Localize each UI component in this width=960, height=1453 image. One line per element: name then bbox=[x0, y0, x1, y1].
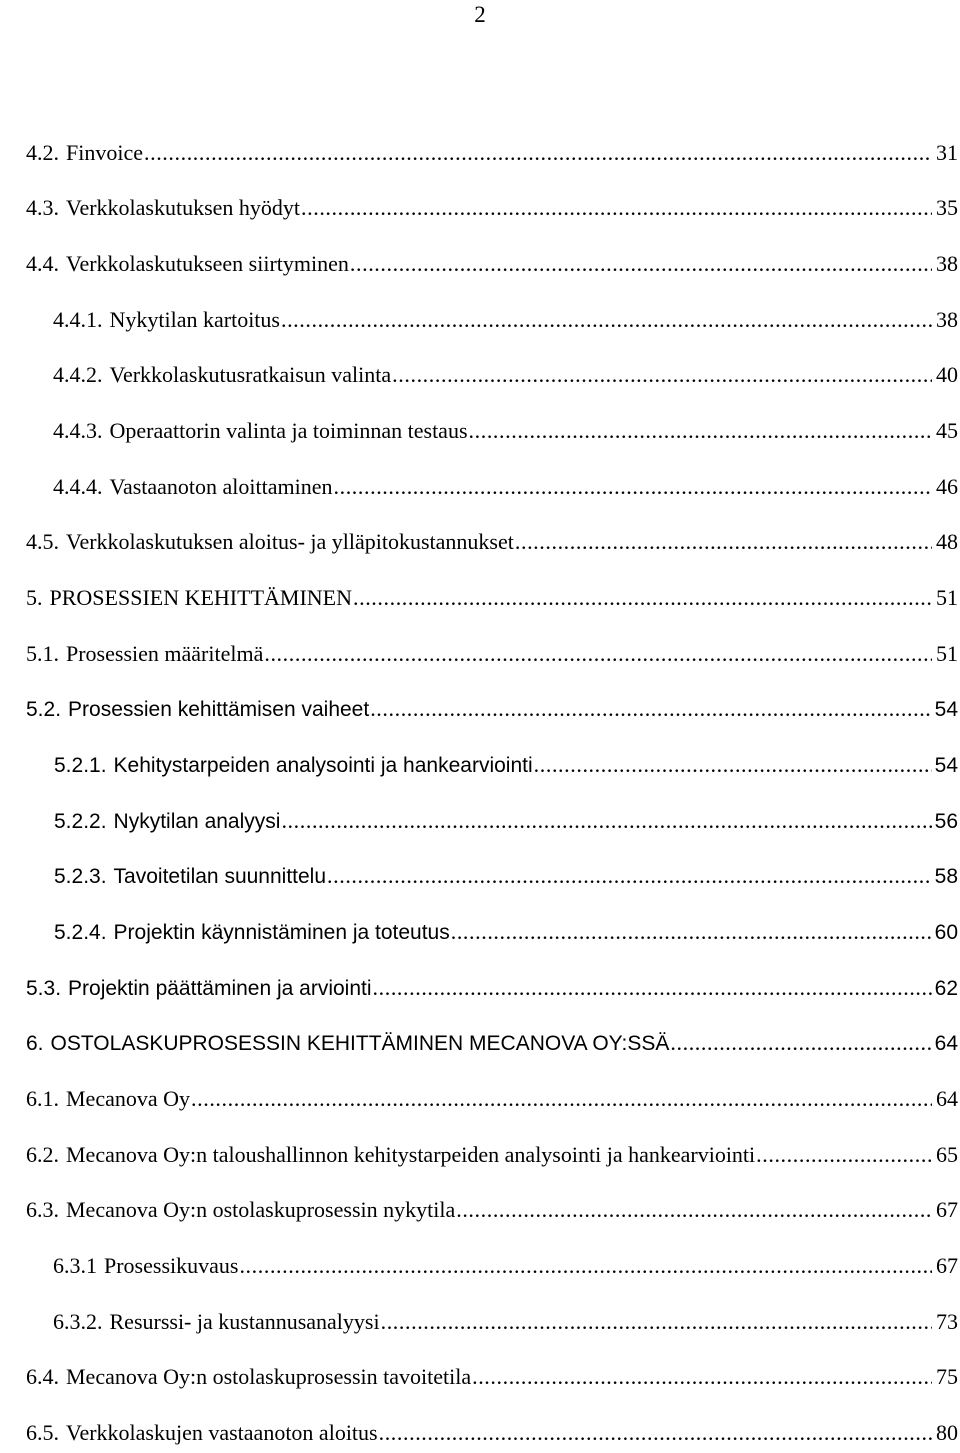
toc-dot-leader bbox=[373, 969, 932, 1007]
toc-entry-number: 4.4.2. bbox=[53, 362, 103, 387]
toc-dot-leader bbox=[392, 356, 932, 394]
toc-dot-leader bbox=[327, 857, 932, 895]
toc-dot-leader bbox=[191, 1080, 932, 1118]
toc-entry-page: 60 bbox=[934, 921, 958, 944]
toc-dot-leader bbox=[534, 746, 932, 784]
toc-entry[interactable] bbox=[26, 690, 958, 728]
toc-dot-leader bbox=[264, 635, 932, 673]
toc-entry[interactable] bbox=[26, 245, 958, 283]
toc-entry-page: 40 bbox=[936, 362, 958, 387]
toc-entry[interactable] bbox=[26, 523, 958, 561]
toc-entry[interactable] bbox=[53, 468, 958, 506]
toc-dot-leader bbox=[353, 579, 932, 617]
toc-entry-page: 51 bbox=[936, 585, 958, 610]
toc-dot-leader bbox=[334, 468, 933, 506]
toc-dot-leader bbox=[239, 1247, 932, 1285]
toc-entry-page: 62 bbox=[934, 977, 958, 1000]
toc-dot-leader bbox=[469, 412, 932, 450]
toc-entry[interactable] bbox=[26, 1136, 958, 1174]
toc-entry-title: Resurssi- ja kustannusanalyysi bbox=[109, 1309, 380, 1334]
toc-dot-leader bbox=[456, 1191, 932, 1229]
toc-entry-number: 4.4. bbox=[26, 251, 59, 276]
toc-entry-number: 5.1. bbox=[26, 641, 59, 666]
toc-dot-leader bbox=[670, 1024, 932, 1062]
toc-entry-number: 6.3.1 bbox=[53, 1253, 97, 1278]
page-number: 2 bbox=[474, 2, 486, 27]
toc-entry-number: 5. bbox=[26, 585, 43, 610]
toc-entry-title: Mecanova Oy:n ostolaskuprosessin nykytila bbox=[66, 1197, 456, 1222]
toc-dot-leader bbox=[381, 1303, 932, 1341]
toc-entry-title: Verkkolaskutukseen siirtyminen bbox=[66, 251, 349, 276]
toc-entry-number: 5.2.3. bbox=[54, 865, 107, 888]
toc-entry-title: OSTOLASKUPROSESSIN KEHITTÄMINEN MECANOVA OY:SSÄ bbox=[50, 1032, 670, 1055]
toc-entry-title: Verkkolaskutuksen hyödyt bbox=[66, 195, 301, 220]
toc-entry[interactable] bbox=[26, 635, 958, 673]
toc-entry[interactable] bbox=[53, 1247, 958, 1285]
toc-entry-page: 56 bbox=[934, 810, 958, 833]
toc-entry[interactable] bbox=[26, 134, 958, 172]
toc-dot-leader bbox=[281, 802, 932, 840]
toc-entry[interactable] bbox=[53, 356, 958, 394]
toc-entry-number: 6.3. bbox=[26, 1197, 59, 1222]
toc-entry-page: 64 bbox=[936, 1086, 958, 1111]
toc-dot-leader bbox=[144, 134, 932, 172]
toc-entry-title: Verkkolaskujen vastaanoton aloitus bbox=[66, 1420, 378, 1445]
toc-entry-title: Prosessien määritelmä bbox=[66, 641, 264, 666]
toc-dot-leader bbox=[451, 913, 932, 951]
toc-entry-page: 73 bbox=[936, 1309, 958, 1334]
toc-entry-number: 5.2. bbox=[26, 698, 62, 721]
toc-dot-leader bbox=[301, 189, 932, 227]
toc-entry-page: 67 bbox=[936, 1253, 958, 1278]
toc-entry-number: 4.4.1. bbox=[53, 307, 103, 332]
toc-entry-number: 5.2.2. bbox=[54, 810, 107, 833]
toc-entry-title: Finvoice bbox=[66, 140, 143, 165]
toc-entry-page: 35 bbox=[936, 195, 958, 220]
toc-entry-page: 31 bbox=[936, 140, 958, 165]
toc-entry-number: 4.4.4. bbox=[53, 474, 103, 499]
toc-entry-page: 80 bbox=[936, 1420, 958, 1445]
toc-entry-number: 5.2.1. bbox=[54, 754, 107, 777]
toc-entry-title: Mecanova Oy:n taloushallinnon kehitystarpeiden analysointi ja hankearviointi bbox=[66, 1142, 756, 1167]
toc-entry-title: Projektin päättäminen ja arviointi bbox=[68, 977, 372, 1000]
toc-entry[interactable] bbox=[26, 1024, 958, 1062]
toc-entry-number: 5.2.4. bbox=[54, 921, 107, 944]
toc-entry-title: Nykytilan kartoitus bbox=[109, 307, 280, 332]
toc-entry[interactable] bbox=[26, 1358, 958, 1396]
toc-entry-page: 51 bbox=[936, 641, 958, 666]
toc-entry-title: Prosessien kehittämisen vaiheet bbox=[68, 698, 370, 721]
toc-entry-page: 64 bbox=[934, 1032, 958, 1055]
toc-entry-number: 6.4. bbox=[26, 1364, 59, 1389]
toc-entry[interactable] bbox=[26, 579, 958, 617]
toc-entry-title: Tavoitetilan suunnittelu bbox=[113, 865, 327, 888]
toc-entry-page: 75 bbox=[936, 1364, 958, 1389]
toc-dot-leader bbox=[472, 1358, 932, 1396]
toc-entry-title: Projektin käynnistäminen ja toteutus bbox=[113, 921, 450, 944]
toc-entry-page: 48 bbox=[936, 529, 958, 554]
toc-entry[interactable] bbox=[54, 857, 958, 895]
toc-entry[interactable] bbox=[26, 1080, 958, 1118]
toc-dot-leader bbox=[281, 301, 932, 339]
toc-entry-page: 38 bbox=[936, 307, 958, 332]
toc-entry-title: Kehitystarpeiden analysointi ja hankearviointi bbox=[113, 754, 533, 777]
toc-entry[interactable] bbox=[26, 1414, 958, 1452]
toc-entry-number: 4.2. bbox=[26, 140, 59, 165]
toc-entry-number: 6.5. bbox=[26, 1420, 59, 1445]
toc-entry-number: 4.3. bbox=[26, 195, 59, 220]
toc-entry-page: 54 bbox=[934, 754, 958, 777]
toc-entry-page: 38 bbox=[936, 251, 958, 276]
toc-entry-title: Vastaanoton aloittaminen bbox=[109, 474, 333, 499]
toc-entry[interactable] bbox=[53, 1303, 958, 1341]
toc-dot-leader bbox=[370, 690, 932, 728]
toc-entry-title: Verkkolaskutusratkaisun valinta bbox=[109, 362, 392, 387]
toc-entry-page: 65 bbox=[936, 1142, 958, 1167]
toc-entry[interactable] bbox=[26, 1191, 958, 1229]
toc-entry[interactable] bbox=[53, 412, 958, 450]
toc-entry-title: Mecanova Oy bbox=[66, 1086, 191, 1111]
toc-entry-number: 6.2. bbox=[26, 1142, 59, 1167]
toc-entry[interactable] bbox=[26, 969, 958, 1007]
toc-entry-number: 6. bbox=[26, 1032, 44, 1055]
toc-dot-leader bbox=[515, 523, 932, 561]
toc-entry-page: 46 bbox=[936, 474, 958, 499]
toc-entry-page: 54 bbox=[934, 698, 958, 721]
toc-entry-title: Mecanova Oy:n ostolaskuprosessin tavoitetila bbox=[66, 1364, 472, 1389]
toc-entry[interactable] bbox=[53, 301, 958, 339]
toc-entry-title: PROSESSIEN KEHITTÄMINEN bbox=[49, 585, 352, 610]
toc-entry[interactable] bbox=[54, 746, 958, 784]
toc-entry-title: Verkkolaskutuksen aloitus- ja ylläpitokustannukset bbox=[66, 529, 514, 554]
toc-entry-number: 4.4.3. bbox=[53, 418, 103, 443]
toc-entry[interactable] bbox=[54, 802, 958, 840]
toc-entry-number: 4.5. bbox=[26, 529, 59, 554]
toc-entry-title: Operaattorin valinta ja toiminnan testaus bbox=[109, 418, 468, 443]
toc-entry[interactable] bbox=[26, 189, 958, 227]
toc-entry-number: 5.3. bbox=[26, 977, 62, 1000]
toc-entry-number: 6.3.2. bbox=[53, 1309, 103, 1334]
toc-entry-page: 45 bbox=[936, 418, 958, 443]
toc-entry-number: 6.1. bbox=[26, 1086, 59, 1111]
toc-dot-leader bbox=[350, 245, 932, 283]
toc-dot-leader bbox=[756, 1136, 932, 1174]
toc-dot-leader bbox=[379, 1414, 932, 1452]
toc-entry-title: Prosessikuvaus bbox=[104, 1253, 239, 1278]
toc-entry-page: 67 bbox=[936, 1197, 958, 1222]
toc-entry[interactable] bbox=[54, 913, 958, 951]
toc-entry-page: 58 bbox=[934, 865, 958, 888]
toc-entry-title: Nykytilan analyysi bbox=[113, 810, 281, 833]
